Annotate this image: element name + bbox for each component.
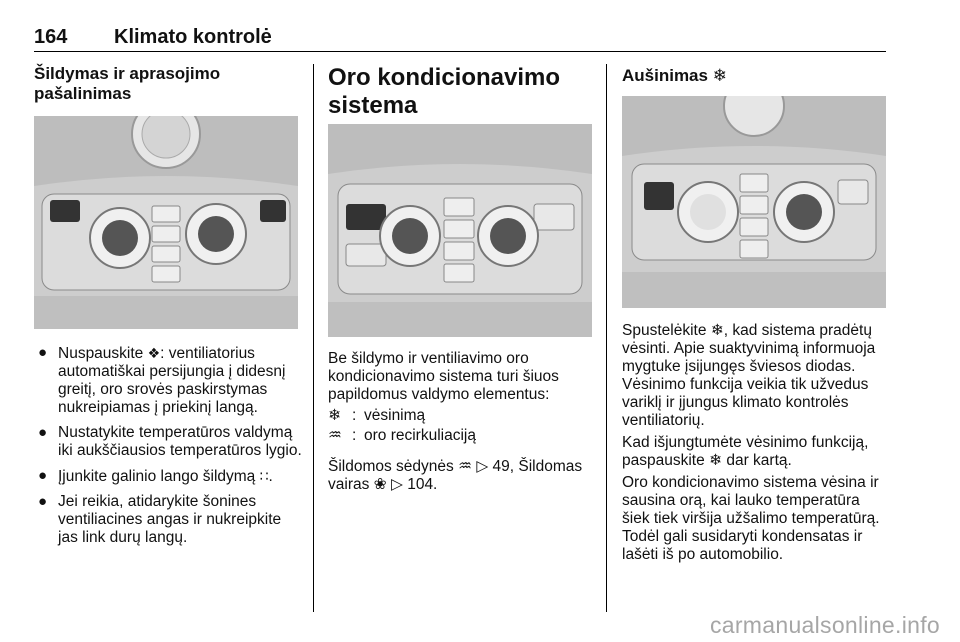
heading-line: Oro kondicionavimo xyxy=(328,64,561,91)
ac-intro-text: Be šildymo ir ventiliavimo oro kondicionavimo sistema turi šiuos papildomus valdymo elementus: xyxy=(328,350,559,403)
watermark: carmanualsonline.info xyxy=(709,612,940,638)
para-text: Spustelėkite xyxy=(622,322,711,339)
legend-label: vėsinimą xyxy=(364,407,426,424)
snowflake-icon: ❄ xyxy=(712,66,727,85)
climate-panel-illustration-cooling xyxy=(622,96,886,308)
list-item xyxy=(34,424,304,460)
cooling-deactivate-text xyxy=(622,434,890,470)
list-item xyxy=(34,344,304,417)
bullet-dot: ● xyxy=(38,493,48,510)
bullet-text: Įjunkite galinio lango šildymą xyxy=(58,468,260,485)
legend-colon: : xyxy=(352,427,357,444)
section-heading-air-conditioning xyxy=(328,64,594,120)
climate-panel-illustration-ac xyxy=(328,124,592,337)
snowflake-icon: ❄ xyxy=(328,407,341,424)
heated-seats-reference xyxy=(328,458,598,494)
climate-panel-illustration-heating xyxy=(34,116,298,329)
heading-line: Šildymas ir aprasojimo xyxy=(34,64,221,83)
section-heading-cooling xyxy=(622,66,888,86)
list-item xyxy=(34,467,304,486)
bullet-dot: ● xyxy=(38,467,48,484)
bullet-text: . xyxy=(268,468,273,485)
snowflake-icon: ❄ xyxy=(710,322,724,339)
ref-text: 104. xyxy=(402,476,438,493)
heated-seat-icon: ♒ xyxy=(458,458,472,475)
heading-line: pašalinimas xyxy=(34,84,132,103)
heating-defog-section xyxy=(34,64,300,104)
ref-text: vairas xyxy=(328,476,374,493)
page-header xyxy=(34,26,886,52)
cooling-activate-text xyxy=(622,322,890,430)
ref-text: 49, Šildomas xyxy=(488,458,583,475)
list-item xyxy=(34,493,304,547)
page-ref-arrow-icon: ▷ xyxy=(476,458,489,475)
ref-text: Šildomos sėdynės xyxy=(328,458,459,475)
legend-label: oro recirkuliaciją xyxy=(364,427,476,444)
heated-steering-wheel-icon: ❀ xyxy=(373,476,387,493)
column-divider-2 xyxy=(606,64,607,612)
para-text: Kad išjungtumėte vėsinimo funkciją, paspauskite xyxy=(622,434,869,469)
page-number: 164 xyxy=(34,26,68,48)
section-heading-heating xyxy=(34,64,300,104)
bullet-dot: ● xyxy=(38,424,48,441)
climate-panel-drawing xyxy=(622,96,886,308)
rear-window-heating-icon: ∷ xyxy=(259,468,269,484)
recirculation-icon: ♒ xyxy=(328,427,342,444)
column-divider-1 xyxy=(313,64,314,612)
defrost-fan-icon: ❖ xyxy=(147,345,161,361)
legend-row xyxy=(328,426,594,446)
snowflake-icon: ❄ xyxy=(709,452,723,469)
climate-panel-drawing xyxy=(328,124,592,337)
condensation-note-text: Oro kondicionavimo sistema vėsina ir sausina orą, kai lauko temperatūra šiek tiek viršija užšalimo temperatūrą. Todėl gali susidaryti kondensatas ir lašėti iš po automobilio. xyxy=(622,474,880,563)
climate-panel-drawing xyxy=(34,116,298,329)
para-text: , kad sistema pradėtų vėsinti. Apie suaktyvinimą informuoja mygtuke įsijungęs šviesos diodas. Vėsinimo funkcija veikia tik užvedus variklį ir įjungus klimato kontrolės ventiliatorių. xyxy=(622,322,876,429)
bullet-text: Nuspauskite xyxy=(58,345,148,362)
cooling-section xyxy=(622,64,888,86)
page-ref-arrow-icon: ▷ xyxy=(390,476,403,493)
legend-colon: : xyxy=(352,407,357,424)
chapter-title: Klimato kontrolė xyxy=(114,26,272,48)
heading-text: Aušinimas xyxy=(622,66,713,85)
air-conditioning-section xyxy=(328,64,594,120)
bullet-text: Nustatykite temperatūros valdymą iki aukščiausios temperatūros lygio. xyxy=(58,424,302,459)
legend-row xyxy=(328,406,594,426)
bullet-text: : ventiliatorius automatiškai persijungia į didesnį greitį, oro srovės paskirstymas nukreipiamas į priekinį langą. xyxy=(58,345,286,416)
para-text: dar kartą. xyxy=(722,452,792,469)
heading-line: sistema xyxy=(328,92,418,119)
bullet-dot: ● xyxy=(38,344,48,361)
heating-steps-list xyxy=(34,344,304,554)
ac-controls-legend xyxy=(328,406,594,446)
bullet-text: Jei reikia, atidarykite šonines ventiliacines angas ir nukreipkite jas link durų langų. xyxy=(58,493,282,546)
